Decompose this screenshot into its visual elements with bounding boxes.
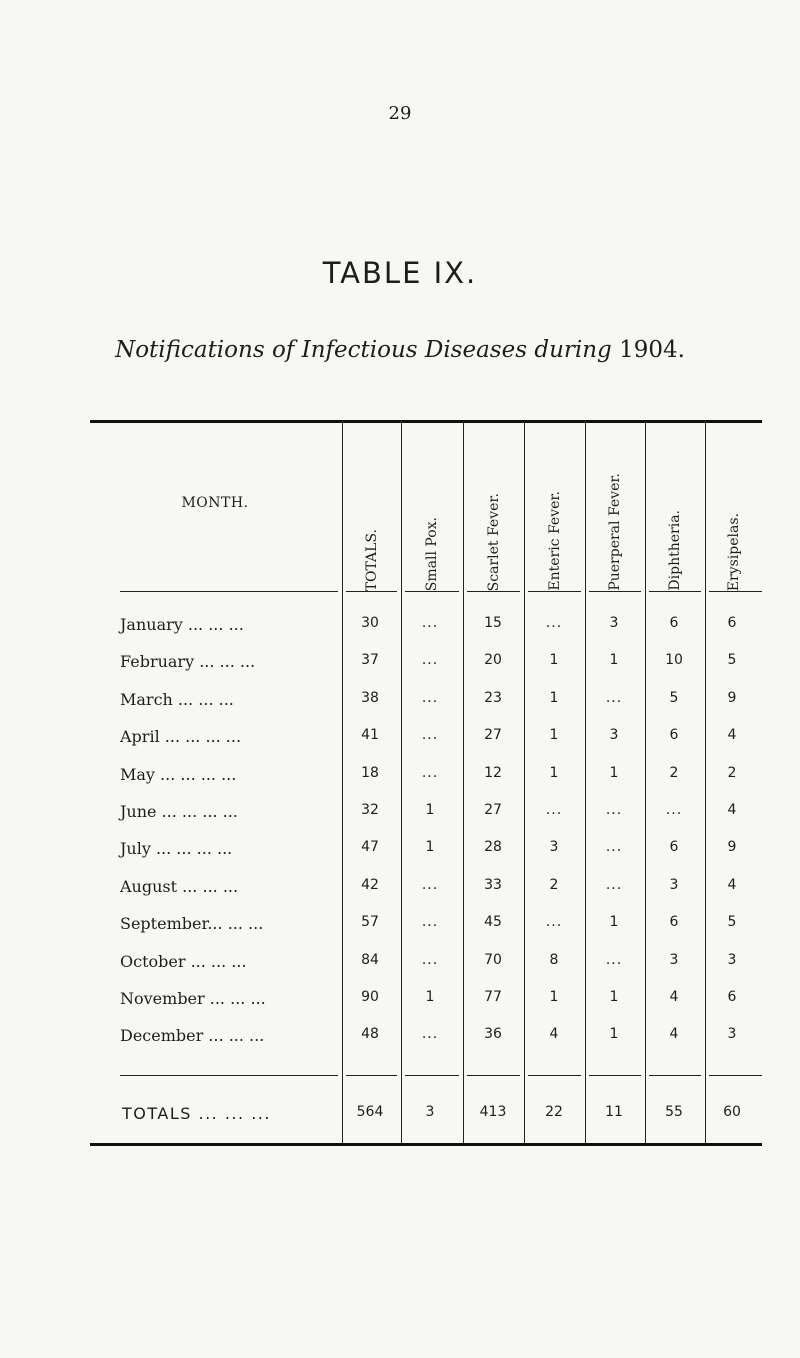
column-header-label: Diphtheria.: [667, 510, 683, 591]
cell-small-pox: ...: [421, 652, 439, 669]
cell-enteric-fever: 2: [549, 876, 559, 893]
totals-rule: [528, 1075, 581, 1076]
column-header-enteric-fever: [524, 429, 585, 591]
month-cell: February ... ... ...: [120, 652, 256, 672]
cell-diphtheria: 2: [669, 764, 679, 781]
cell-totals: 57: [361, 914, 379, 931]
cell-diphtheria: 5: [669, 689, 679, 706]
cell-enteric-fever: 3: [549, 839, 559, 856]
cell-diphtheria: 4: [669, 1026, 679, 1043]
cell-diphtheria: 6: [669, 615, 679, 631]
cell-erysipelas: 6: [727, 989, 737, 1005]
cell-puerperal-fever: ...: [605, 689, 623, 706]
cell-enteric-fever: 4: [549, 1026, 559, 1043]
cell-puerperal-fever: ...: [605, 876, 623, 893]
month-cell: May ... ... ... ...: [120, 764, 237, 784]
totals-row: [90, 1104, 762, 1124]
cell-small-pox: ...: [421, 689, 439, 706]
cell-puerperal-fever: 1: [609, 1026, 619, 1043]
column-header-label: Enteric Fever.: [546, 491, 563, 591]
cell-scarlet-fever: 33: [484, 876, 502, 893]
cell-scarlet-fever: 15: [484, 615, 502, 631]
cell-puerperal-fever: 3: [609, 727, 619, 744]
cell-small-pox: ...: [421, 1026, 439, 1043]
cell-erysipelas: 9: [727, 689, 737, 706]
totals-rule: [120, 1075, 338, 1076]
table-row: [90, 989, 762, 1009]
cell-small-pox: 1: [425, 802, 435, 818]
month-cell: July ... ... ... ...: [120, 839, 233, 859]
cell-puerperal-fever: ...: [605, 951, 623, 968]
cell-scarlet-fever: 413: [479, 1104, 507, 1120]
cell-diphtheria: 4: [669, 989, 679, 1005]
totals-rule: [709, 1075, 762, 1076]
cell-scarlet-fever: 27: [484, 802, 502, 818]
cell-small-pox: 3: [425, 1104, 435, 1120]
cell-diphtheria: 55: [665, 1104, 683, 1120]
cell-totals: 30: [361, 615, 379, 631]
table-row: [90, 839, 762, 859]
cell-erysipelas: 4: [727, 727, 737, 744]
cell-scarlet-fever: 12: [484, 764, 502, 781]
column-header-erysipelas: [705, 429, 762, 591]
cell-scarlet-fever: 23: [484, 689, 502, 706]
cell-small-pox: 1: [425, 839, 435, 856]
cell-scarlet-fever: 36: [484, 1026, 502, 1043]
cell-diphtheria: 3: [669, 876, 679, 893]
totals-rule: [589, 1075, 641, 1076]
cell-totals: 38: [361, 689, 379, 706]
cell-enteric-fever: 1: [549, 989, 559, 1005]
cell-totals: 32: [361, 802, 379, 818]
totals-rule: [405, 1075, 459, 1076]
totals-rule: [649, 1075, 701, 1076]
table-row: [90, 952, 762, 972]
cell-small-pox: ...: [421, 727, 439, 744]
cell-erysipelas: 3: [727, 1026, 737, 1043]
page-number: 29: [388, 103, 412, 124]
cell-scarlet-fever: 70: [484, 951, 502, 968]
totals-rule: [467, 1075, 520, 1076]
column-header-puerperal-fever: [585, 429, 645, 591]
cell-totals: 37: [361, 652, 379, 669]
cell-erysipelas: 60: [723, 1104, 741, 1120]
cell-puerperal-fever: 1: [609, 989, 619, 1005]
cell-scarlet-fever: 77: [484, 989, 502, 1005]
cell-totals: 41: [361, 727, 379, 744]
column-header-totals: [342, 429, 401, 591]
cell-enteric-fever: 22: [545, 1104, 563, 1120]
cell-puerperal-fever: ...: [605, 839, 623, 856]
month-cell: October ... ... ...: [120, 951, 247, 971]
month-column-header: MONTH.: [181, 495, 249, 511]
month-cell: August ... ... ...: [120, 876, 239, 896]
month-cell: September... ... ...: [120, 914, 264, 934]
cell-puerperal-fever: 1: [609, 652, 619, 669]
cell-puerperal-fever: 1: [609, 914, 619, 931]
cell-small-pox: 1: [425, 989, 435, 1005]
cell-erysipelas: 4: [727, 802, 737, 818]
cell-small-pox: ...: [421, 914, 439, 931]
month-cell: April ... ... ... ...: [120, 727, 242, 747]
cell-diphtheria: 6: [669, 839, 679, 856]
subtitle-year: 1904.: [619, 337, 685, 363]
cell-puerperal-fever: 11: [605, 1104, 623, 1120]
month-cell: June ... ... ... ...: [120, 802, 238, 821]
month-cell: January ... ... ...: [120, 615, 244, 634]
table-row: [90, 727, 762, 747]
table-row: [90, 615, 762, 635]
month-cell: November ... ... ...: [120, 989, 266, 1008]
header-rule: [649, 591, 701, 592]
cell-puerperal-fever: 1: [609, 764, 619, 781]
column-header-diphtheria: [645, 429, 705, 591]
totals-label: TOTALS ... ... ...: [122, 1104, 271, 1123]
cell-scarlet-fever: 28: [484, 839, 502, 856]
cell-enteric-fever: 1: [549, 764, 559, 781]
month-cell: December ... ... ...: [120, 1026, 265, 1046]
column-header-label: Small Pox.: [424, 516, 440, 591]
cell-erysipelas: 5: [727, 914, 737, 931]
cell-totals: 90: [361, 989, 379, 1005]
cell-diphtheria: 6: [669, 727, 679, 744]
column-header-label: Scarlet Fever.: [485, 492, 502, 591]
cell-enteric-fever: ...: [545, 914, 563, 931]
cell-small-pox: ...: [421, 951, 439, 968]
table-row: [90, 765, 762, 785]
cell-erysipelas: 2: [727, 764, 737, 781]
cell-totals: 47: [361, 839, 379, 856]
column-header-scarlet-fever: [463, 429, 524, 591]
table-title: TABLE IX.: [322, 256, 478, 290]
month-cell: March ... ... ...: [120, 689, 234, 709]
cell-small-pox: ...: [421, 764, 439, 781]
cell-scarlet-fever: 20: [484, 652, 502, 669]
totals-rule: [346, 1075, 397, 1076]
cell-small-pox: ...: [421, 615, 439, 631]
column-header-label: Puerperal Fever.: [607, 473, 623, 591]
cell-erysipelas: 3: [727, 951, 737, 968]
cell-enteric-fever: 1: [549, 652, 559, 669]
table-row: [90, 690, 762, 710]
header-rule: [120, 591, 338, 592]
table-row: [90, 914, 762, 934]
cell-scarlet-fever: 45: [484, 914, 502, 931]
cell-erysipelas: 9: [727, 839, 737, 856]
subtitle-text: Notifications of Infectious Diseases during: [115, 337, 612, 363]
cell-erysipelas: 6: [727, 615, 737, 631]
cell-enteric-fever: ...: [545, 615, 563, 631]
header-rule: [528, 591, 581, 592]
cell-totals: 42: [361, 876, 379, 893]
cell-enteric-fever: 8: [549, 951, 559, 968]
column-header-label: Erysipelas.: [725, 512, 742, 591]
column-header-label: TOTALS.: [363, 528, 380, 591]
cell-puerperal-fever: ...: [605, 802, 623, 818]
cell-small-pox: ...: [421, 876, 439, 893]
cell-totals: 18: [361, 764, 379, 781]
header-rule: [589, 591, 641, 592]
table-row: [90, 652, 762, 672]
cell-scarlet-fever: 27: [484, 727, 502, 744]
cell-diphtheria: 3: [669, 951, 679, 968]
table-row: [90, 877, 762, 897]
cell-enteric-fever: ...: [545, 802, 563, 818]
cell-puerperal-fever: 3: [609, 615, 619, 631]
notifications-table: [90, 420, 762, 1146]
cell-totals: 48: [361, 1026, 379, 1043]
cell-enteric-fever: 1: [549, 727, 559, 744]
column-header-small-pox: [401, 429, 463, 591]
cell-erysipelas: 4: [727, 876, 737, 893]
cell-enteric-fever: 1: [549, 689, 559, 706]
table-subtitle: [0, 337, 800, 363]
cell-totals: 564: [356, 1104, 384, 1120]
table-row: [90, 802, 762, 822]
cell-totals: 84: [361, 951, 379, 968]
cell-erysipelas: 5: [727, 652, 737, 669]
cell-diphtheria: 6: [669, 914, 679, 931]
cell-diphtheria: ...: [665, 802, 683, 818]
table-row: [90, 1026, 762, 1046]
cell-diphtheria: 10: [665, 652, 683, 669]
